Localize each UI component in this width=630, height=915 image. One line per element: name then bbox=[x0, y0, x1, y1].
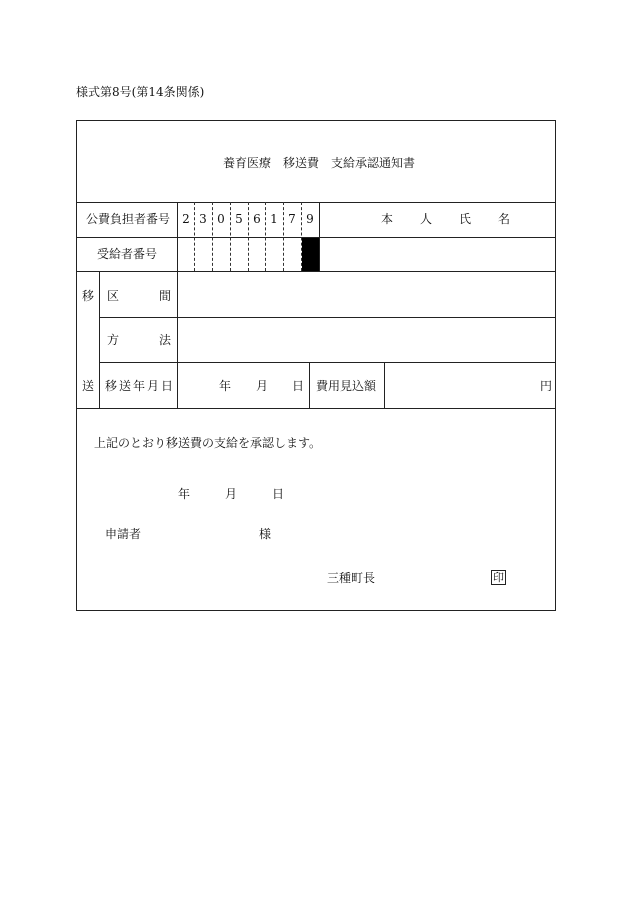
transfer-label-bottom: 送 bbox=[82, 379, 95, 393]
digit-separator bbox=[212, 202, 213, 271]
row-divider bbox=[76, 271, 556, 272]
col-divider bbox=[177, 202, 178, 408]
col-divider bbox=[319, 202, 320, 271]
public-payer-digit: 5 bbox=[235, 212, 243, 226]
public-payer-digit: 9 bbox=[306, 212, 314, 226]
digit-separator bbox=[265, 202, 266, 271]
recipient-label: 受給者番号 bbox=[97, 247, 158, 261]
public-payer-digit: 2 bbox=[182, 212, 190, 226]
seal-stamp: 印 bbox=[493, 571, 504, 584]
notice-day: 日 bbox=[272, 487, 285, 501]
applicant-label: 申請者 bbox=[105, 527, 142, 541]
section-label: 区 間 bbox=[107, 289, 173, 303]
notice-month: 月 bbox=[225, 487, 238, 501]
transfer-date-year: 年 bbox=[219, 379, 232, 393]
cost-unit: 円 bbox=[540, 379, 553, 393]
public-payer-digit: 6 bbox=[253, 212, 261, 226]
cost-label: 費用見込額 bbox=[316, 379, 377, 393]
public-payer-digit: 3 bbox=[199, 212, 207, 226]
row-divider bbox=[99, 317, 556, 318]
public-payer-label: 公費負担者番号 bbox=[86, 212, 171, 226]
public-payer-digit: 1 bbox=[270, 212, 278, 226]
method-label: 方 法 bbox=[107, 333, 173, 347]
person-name-label: 本 人 氏 名 bbox=[381, 212, 512, 226]
col-divider bbox=[384, 362, 385, 408]
form-frame bbox=[76, 120, 556, 611]
row-divider bbox=[99, 362, 556, 363]
transfer-date-label: 移送年月日 bbox=[105, 379, 176, 393]
digit-separator bbox=[230, 202, 231, 271]
row-divider bbox=[76, 202, 556, 203]
form-number: 様式第8号(第14条関係) bbox=[76, 85, 205, 99]
col-divider bbox=[99, 271, 100, 408]
transfer-label-top: 移 bbox=[82, 289, 95, 303]
digit-separator bbox=[248, 202, 249, 271]
col-divider bbox=[309, 362, 310, 408]
transfer-date-month: 月 bbox=[256, 379, 269, 393]
digit-separator bbox=[283, 202, 284, 271]
applicant-honorific: 様 bbox=[259, 527, 272, 541]
digit-separator bbox=[194, 202, 195, 271]
notice-text: 上記のとおり移送費の支給を承認します。 bbox=[94, 436, 322, 450]
form-title: 養育医療 移送費 支給承認通知書 bbox=[223, 156, 416, 170]
row-divider bbox=[76, 408, 556, 409]
filled-cell bbox=[302, 238, 319, 271]
notice-year: 年 bbox=[178, 487, 191, 501]
transfer-date-day: 日 bbox=[292, 379, 305, 393]
authority-name: 三種町長 bbox=[327, 571, 376, 585]
public-payer-digit: 7 bbox=[288, 212, 296, 226]
public-payer-digit: 0 bbox=[217, 212, 225, 226]
